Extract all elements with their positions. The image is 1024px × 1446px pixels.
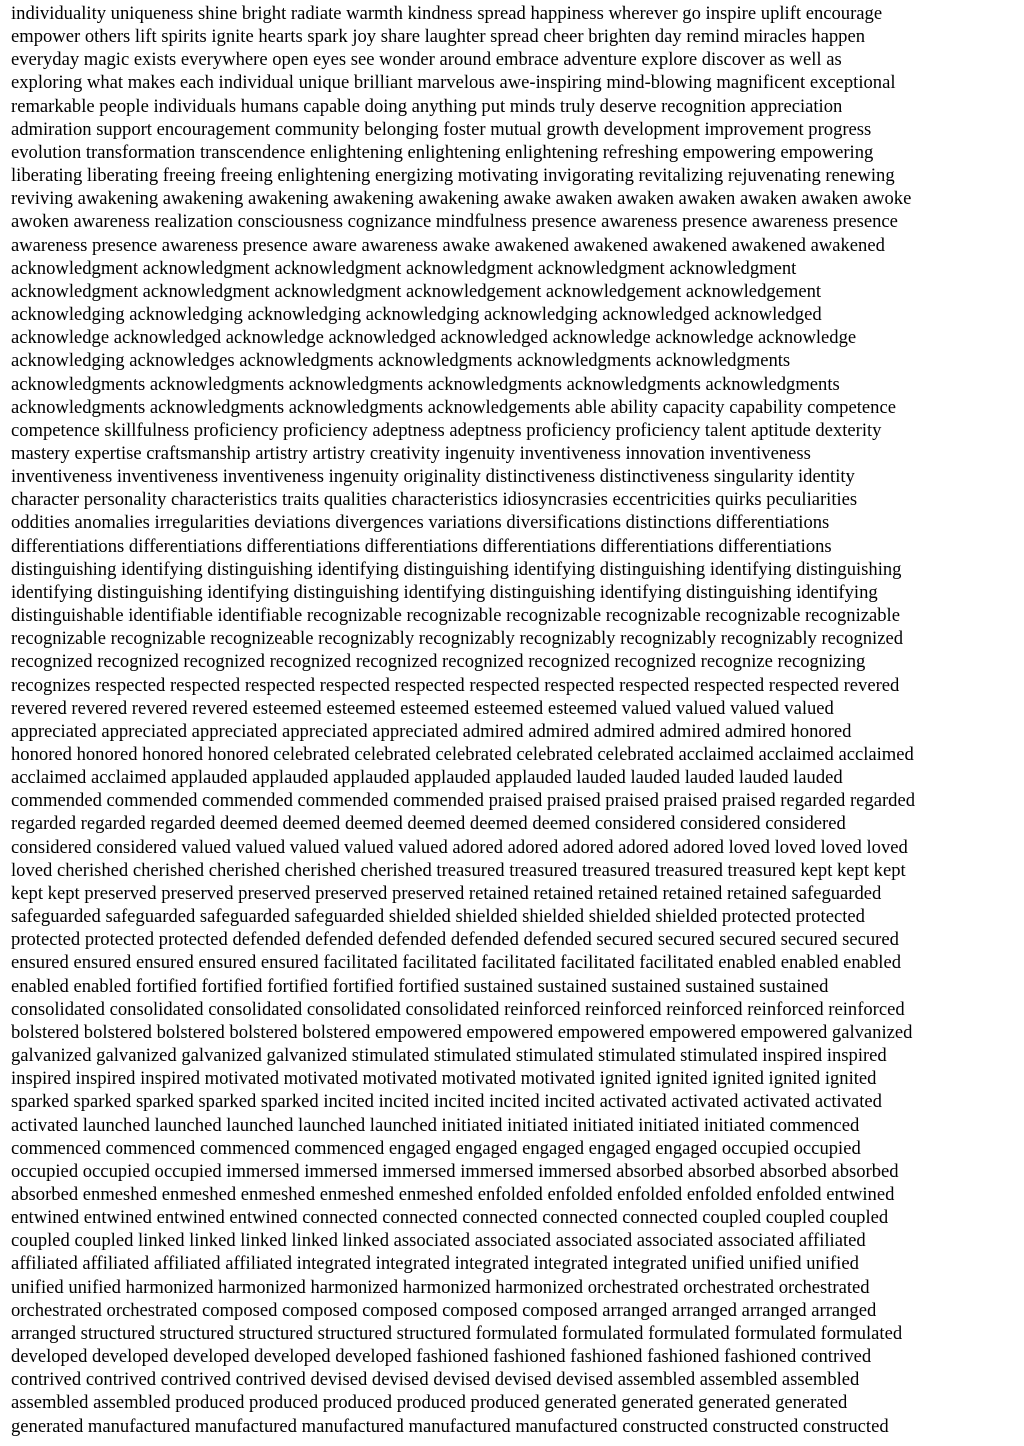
- text-line: identifying distinguishing identifying distinguishing identifying distinguishing identifying distinguishing identifying: [11, 581, 878, 603]
- text-line: liberating liberating freeing freeing enlightening energizing motivating invigorating revitalizing rejuvenating renewing: [11, 165, 895, 187]
- text-line: everyday magic exists everywhere open eyes see wonder around embrace adventure explore discover as well as: [11, 49, 842, 71]
- text-line: protected protected protected defended defended defended defended defended secured secured secured secured secured: [11, 929, 899, 951]
- text-line: mastery expertise craftsmanship artistry artistry creativity ingenuity inventiveness innovation inventiveness: [11, 442, 811, 464]
- text-line: coupled coupled linked linked linked linked linked associated associated associated associated associated affiliated: [11, 1230, 866, 1252]
- text-line: bolstered bolstered bolstered bolstered bolstered empowered empowered empowered empowered empowered galvanized: [11, 1021, 913, 1043]
- text-line: occupied occupied occupied immersed immersed immersed immersed immersed absorbed absorbed absorbed absorbed: [11, 1160, 899, 1182]
- text-line: remarkable people individuals humans capable doing anything put minds truly deserve recognition appreciation: [11, 95, 843, 117]
- text-line: inventiveness inventiveness inventiveness ingenuity originality distinctiveness distinctiveness singularity identity: [11, 466, 855, 488]
- text-line: acknowledge acknowledged acknowledge acknowledged acknowledged acknowledge acknowledge acknowledge: [11, 327, 857, 349]
- text-line: exploring what makes each individual unique brilliant marvelous awe-inspiring mind-blowing magnificent exceptional: [11, 72, 896, 94]
- text-line: generated manufactured manufactured manufactured manufactured manufactured constructed constructed constructed: [11, 1415, 889, 1437]
- text-line: ensured ensured ensured ensured ensured facilitated facilitated facilitated facilitated facilitated enabled enabled enabled: [11, 952, 901, 974]
- text-line: acknowledging acknowledging acknowledging acknowledging acknowledging acknowledged acknowledged: [11, 304, 822, 326]
- text-line: oddities anomalies irregularities deviations divergences variations diversifications distinctions differentiations: [11, 512, 830, 534]
- text-line: developed developed developed developed developed fashioned fashioned fashioned fashioned fashioned contrived: [11, 1346, 872, 1368]
- text-line: distinguishable identifiable identifiable recognizable recognizable recognizable recognizable recognizable recognizable: [11, 605, 900, 627]
- text-line: awoken awareness realization consciousness cognizance mindfulness presence awareness presence awareness presence: [11, 211, 898, 233]
- text-line: sparked sparked sparked sparked sparked incited incited incited incited incited activated activated activated activated: [11, 1091, 882, 1113]
- text-line: commenced commenced commenced commenced engaged engaged engaged engaged engaged occupied occupied: [11, 1137, 861, 1159]
- text-line: recognizable recognizable recognizeable recognizably recognizably recognizably recognizably recognizably recognized: [11, 628, 904, 650]
- text-line: acknowledging acknowledges acknowledgments acknowledgments acknowledgments acknowledgments: [11, 350, 791, 372]
- text-line: admiration support encouragement community belonging foster mutual growth development improvement progress: [11, 118, 872, 140]
- text-line: awareness presence awareness presence aware awareness awake awakened awakened awakened awakened awakened: [11, 234, 885, 256]
- text-line: honored honored honored honored celebrated celebrated celebrated celebrated celebrated acclaimed acclaimed acclaimed: [11, 744, 914, 765]
- text-line: enabled enabled fortified fortified fortified fortified fortified sustained sustained sustained sustained sustained: [11, 975, 829, 997]
- text-line: considered considered valued valued valued valued valued adored adored adored adored adored loved loved loved loved: [11, 836, 908, 858]
- text-line: individuality uniqueness shine bright radiate warmth kindness spread happiness wherever go inspire uplift encourage: [11, 3, 883, 24]
- text-line: consolidated consolidated consolidated consolidated consolidated reinforced reinforced reinforced reinforced reinforced: [11, 998, 905, 1020]
- text-line: regarded regarded regarded deemed deemed deemed deemed deemed deemed considered considered considered: [11, 813, 846, 835]
- text-line: acknowledgments acknowledgments acknowledgments acknowledgments acknowledgments acknowledgments: [11, 373, 840, 395]
- text-line: commended commended commended commended commended praised praised praised praised praised regarded regarded: [11, 790, 916, 812]
- text-line: acknowledgment acknowledgment acknowledgment acknowledgment acknowledgment acknowledgment: [11, 257, 797, 279]
- text-line: orchestrated orchestrated composed composed composed composed composed arranged arranged arranged arranged: [11, 1299, 877, 1321]
- text-block: [11, 2, 1014, 1438]
- text-line: arranged structured structured structured structured structured formulated formulated formulated formulated formulated: [11, 1322, 903, 1344]
- text-line: activated launched launched launched launched launched initiated initiated initiated initiated initiated commenced: [11, 1114, 860, 1136]
- text-line: unified unified harmonized harmonized harmonized harmonized harmonized orchestrated orchestrated orchestrated: [11, 1276, 870, 1298]
- text-line: recognizes respected respected respected respected respected respected respected respected respected respected revered: [11, 674, 900, 696]
- text-line: acknowledgments acknowledgments acknowledgments acknowledgements able ability capacity capability competence: [11, 396, 896, 418]
- text-line: loved cherished cherished cherished cherished cherished treasured treasured treasured treasured treasured kept kept kept: [11, 859, 906, 881]
- text-line: assembled assembled produced produced produced produced produced generated generated generated generated: [11, 1392, 848, 1414]
- text-line: empower others lift spirits ignite hearts spark joy share laughter spread cheer brighten day remind miracles happen: [11, 26, 865, 48]
- text-line: absorbed enmeshed enmeshed enmeshed enmeshed enmeshed enfolded enfolded enfolded enfolded enfolded entwined: [11, 1183, 895, 1205]
- text-line: kept kept preserved preserved preserved preserved preserved retained retained retained retained retained safeguarded: [11, 882, 882, 904]
- text-line: competence skillfulness proficiency proficiency adeptness adeptness proficiency proficiency talent aptitude dexterity: [11, 419, 882, 441]
- text-line: safeguarded safeguarded safeguarded safeguarded shielded shielded shielded shielded shielded protected protected: [11, 906, 865, 928]
- text-line: entwined entwined entwined entwined connected connected connected connected connected coupled coupled coupled: [11, 1207, 889, 1229]
- text-line: appreciated appreciated appreciated appreciated appreciated admired admired admired admired admired honored: [11, 720, 852, 742]
- text-line: character personality characteristics traits qualities characteristics idiosyncrasies eccentricities quirks peculiarities: [11, 489, 858, 511]
- text-line: acclaimed acclaimed applauded applauded applauded applauded applauded lauded lauded lauded lauded lauded: [11, 767, 843, 789]
- text-line: recognized recognized recognized recognized recognized recognized recognized recognized recognize recognizing: [11, 651, 866, 673]
- text-line: galvanized galvanized galvanized galvanized stimulated stimulated stimulated stimulated stimulated inspired inspired: [11, 1045, 887, 1067]
- text-line: differentiations differentiations differentiations differentiations differentiations differentiations differentiations: [11, 535, 832, 557]
- text-line: reviving awakening awakening awakening awakening awakening awake awaken awaken awaken awaken awaken awoke: [11, 188, 912, 210]
- text-line: affiliated affiliated affiliated affiliated integrated integrated integrated integrated integrated unified unified unified: [11, 1253, 859, 1275]
- text-line: distinguishing identifying distinguishing identifying distinguishing identifying distinguishing identifying distinguishing: [11, 558, 902, 580]
- text-line: evolution transformation transcendence enlightening enlightening enlightening refreshing empowering empowering: [11, 141, 874, 163]
- text-line: inspired inspired inspired motivated motivated motivated motivated motivated ignited ignited ignited ignited ignited: [11, 1068, 877, 1090]
- text-line: contrived contrived contrived contrived devised devised devised devised devised assembled assembled assembled: [11, 1369, 860, 1391]
- text-line: revered revered revered revered esteemed esteemed esteemed esteemed esteemed valued valued valued valued: [11, 697, 834, 719]
- text-line: acknowledgment acknowledgment acknowledgment acknowledgement acknowledgement acknowledgement: [11, 280, 822, 302]
